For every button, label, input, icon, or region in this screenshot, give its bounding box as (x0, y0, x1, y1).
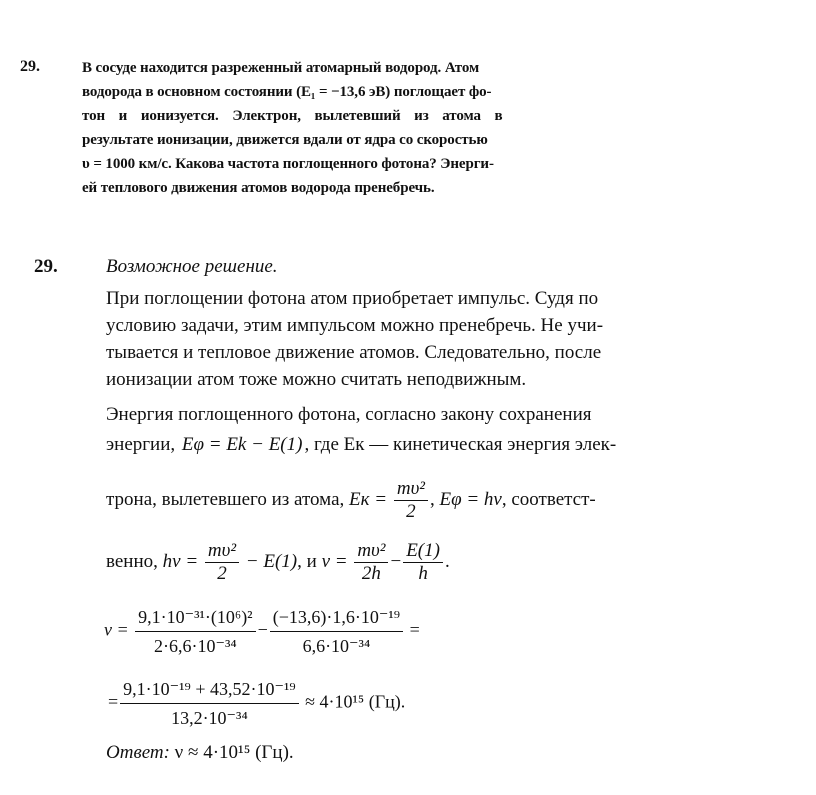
problem-line: В сосуде находится разреженный атомарный водород. Атом (82, 60, 480, 76)
calc1-nu: ν = (104, 619, 129, 640)
hv-numerator: mυ² (207, 540, 237, 561)
solution-line: При поглощении фотона атом приобретает импульс. Судя по (106, 288, 599, 309)
formula-hv-label: hν = (162, 550, 199, 572)
hv-denominator: 2 (205, 562, 239, 585)
calc2-denominator: 13,2·10⁻³⁴ (120, 703, 299, 732)
problem-line: результате ионизации, движется вдали от ядра со скоростью (82, 132, 488, 148)
formula-nu-fraction-1 (354, 540, 388, 585)
formula-photon-energy: Eφ = Ek − E(1) (181, 434, 303, 455)
ek-numerator: mυ² (396, 478, 425, 499)
venno-prefix: венно, (106, 550, 158, 572)
energy-prefix: энергии, (106, 434, 176, 455)
problem-line: ей теплового движения атомов водорода пренебречь. (82, 180, 435, 196)
energy-suffix: , где Eк — кинетическая энергия элек- (304, 434, 617, 455)
formula-hv: Eφ = hν (439, 488, 502, 510)
ek-denominator: 2 (394, 500, 428, 523)
problem-number: 29. (20, 58, 40, 75)
nu-denominator-1: 2h (354, 562, 388, 585)
calc2-fraction (120, 675, 299, 732)
formula-e1: − E(1) (245, 550, 298, 572)
problem-line: водорода в основном состоянии (E₁ = −13,6 эВ) поглощает фо- (82, 84, 492, 100)
nu-numerator-2: E(1) (406, 540, 440, 561)
calc1-fraction-1 (135, 603, 255, 660)
calculation-line-1: ν = $\frac{\text{9,1·10⁻³¹·(10⁶)²}}{\text{2·6,6·10⁻³⁴}}$ − $\frac{\text{(−13,6)·1,6·10⁻¹⁹}}{\text{6,6·10⁻³⁴}}$ = (104, 603, 420, 660)
nu-numerator-1: mυ² (357, 540, 386, 561)
answer-value: ν ≈ 4·10¹⁵ (Гц). (174, 742, 294, 763)
energy-line (106, 432, 616, 458)
calc1-denominator-1: 2·6,6·10⁻³⁴ (135, 631, 255, 660)
answer-line (106, 740, 294, 766)
venno-mid: , и (297, 550, 317, 572)
problem-text (82, 56, 578, 200)
formula-ek-fraction (394, 478, 428, 523)
trona-suffix: , соответст- (501, 488, 596, 510)
formula-nu-fraction-2 (403, 540, 443, 585)
solution-heading: Возможное решение. (106, 256, 278, 277)
calc1-denominator-2: 6,6·10⁻³⁴ (270, 631, 403, 660)
calc1-fraction-2 (270, 603, 403, 660)
calc2-numerator: 9,1·10⁻¹⁹ + 43,52·10⁻¹⁹ (123, 679, 296, 699)
formula-nu-label: ν = (321, 550, 348, 572)
formula-hv-fraction (205, 540, 239, 585)
problem-line: υ = 1000 км/с. Какова частота поглощенного фотона? Энерги- (82, 156, 494, 172)
solution-line: тывается и тепловое движение атомов. Следовательно, после (106, 342, 602, 363)
calc1-numerator-2: (−13,6)·1,6·10⁻¹⁹ (272, 607, 401, 627)
trona-prefix: трона, вылетевшего из атома, (106, 488, 345, 510)
solution-line: условию задачи, этим импульсом можно пренебречь. Не учи- (106, 315, 604, 336)
solution-number: 29. (34, 256, 58, 277)
calc2-result: ≈ 4·10¹⁵ (Гц). (305, 691, 406, 712)
venno-line: венно, hν = $\frac{\text{mυ²}}{2}$ − E(1), и ν = $\frac{\text{mυ²}}{2h}$ − $\frac{E(1)}{h}$ . (106, 540, 450, 584)
calculation-line-2: = $\frac{\text{9,1·10⁻¹⁹ + 43,52·10⁻¹⁹}}{\text{13,2·10⁻³⁴}}$ ≈ 4·10¹⁵ (Гц). (108, 675, 405, 732)
formula-ek-label: Eк = (349, 488, 388, 510)
solution-line: ионизации атом тоже можно считать неподвижным. (106, 369, 527, 390)
calc1-numerator-1: 9,1·10⁻³¹·(10⁶)² (138, 607, 253, 627)
trona-line: трона, вылетевшего из атома, Eк = $\frac{\text{mυ²}}{2}$ , Eφ = hν, соответст- (106, 478, 596, 522)
answer-label: Ответ: (106, 742, 170, 763)
problem-line: тон и ионизуется. Электрон, вылетевший из атома в (82, 108, 503, 124)
solution-line: Энергия поглощенного фотона, согласно закону сохранения (106, 404, 592, 425)
nu-denominator-2: h (403, 562, 443, 585)
